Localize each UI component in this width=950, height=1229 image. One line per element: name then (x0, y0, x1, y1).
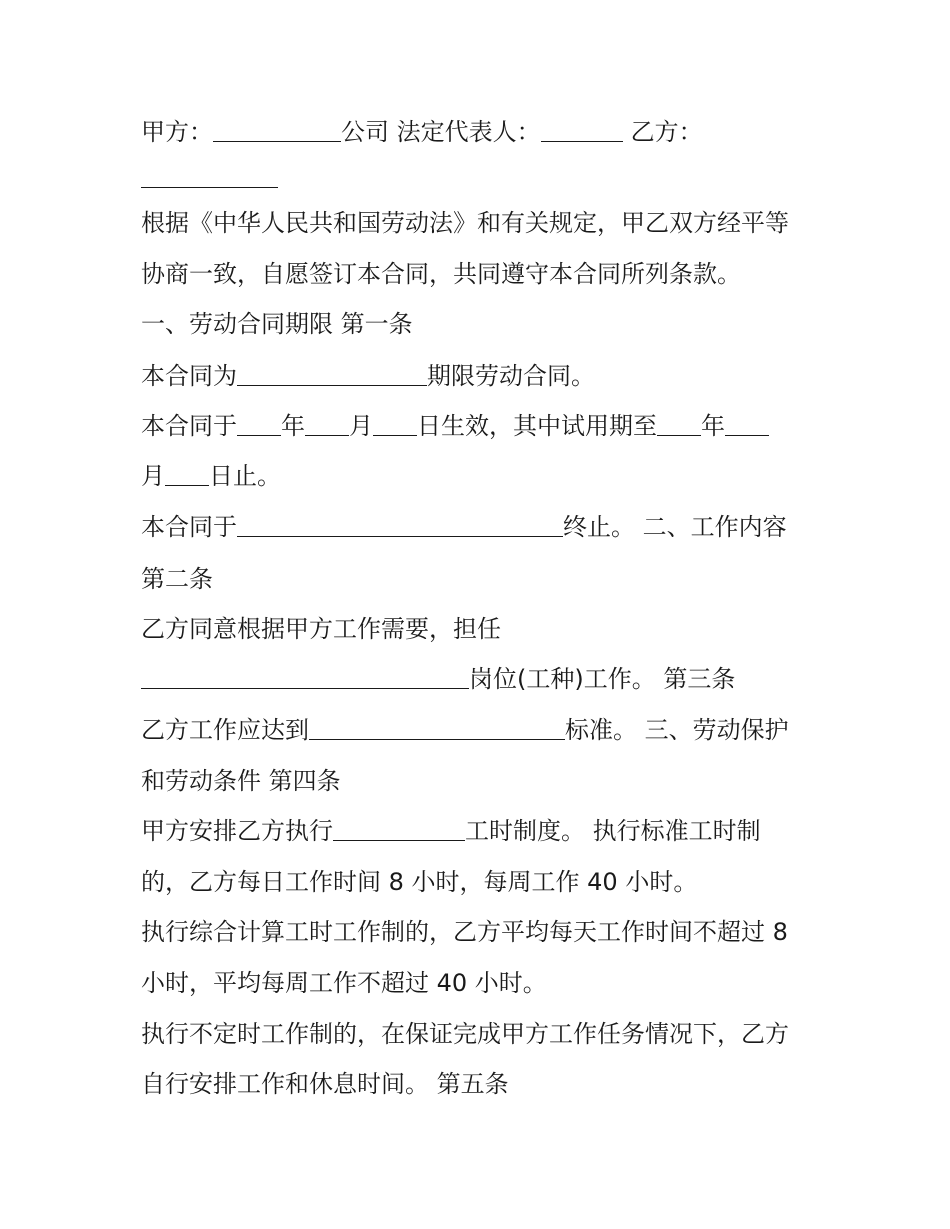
probation-end-line (141, 461, 281, 491)
comprehensive-hours-line-1: 执行综合计算工时工作制的，乙方平均每天工作时间不超过 8 (141, 918, 788, 946)
preamble-line-2: 协商一致，自愿签订本合同，共同遵守本合同所列条款。 (141, 260, 741, 288)
legal-rep-blank[interactable] (541, 119, 623, 142)
parties-line (141, 117, 703, 147)
party-b-label: 乙方： (630, 118, 703, 146)
section-3-continued: 和劳动条件 第四条 (141, 767, 341, 795)
position-suffix: 岗位(工种)工作。 第三条 (469, 665, 736, 693)
standard-prefix: 乙方工作应达到 (141, 716, 309, 744)
term-type-suffix: 期限劳动合同。 (427, 362, 595, 390)
work-hours-line (141, 816, 761, 846)
company-name-blank[interactable] (213, 119, 341, 142)
month-label: 月 (349, 412, 373, 440)
year-label: 年 (281, 412, 305, 440)
termination-suffix: 终止。 二、工作内容 (563, 513, 787, 541)
flexible-hours-line-2: 自行安排工作和休息时间。 第五条 (141, 1070, 509, 1098)
preamble-line-1: 根据《中华人民共和国劳动法》和有关规定，甲乙双方经平等 (141, 209, 789, 237)
hours-system-blank[interactable] (333, 818, 465, 841)
section-1-heading: 一、劳动合同期限 第一条 (141, 310, 413, 338)
term-type-line (141, 361, 595, 391)
hours-prefix: 甲方安排乙方执行 (141, 817, 333, 845)
flexible-hours-line-1: 执行不定时工作制的，在保证完成甲方工作任务情况下，乙方 (141, 1020, 789, 1048)
party-a-label: 甲方： (141, 118, 213, 146)
party-b-blank[interactable] (141, 165, 278, 188)
standard-blank[interactable] (309, 717, 565, 740)
standard-hours-line: 的，乙方每日工作时间 8 小时，每周工作 40 小时。 (141, 868, 698, 896)
day-end-text: 日止。 (209, 462, 281, 490)
company-suffix: 公司 法定代表人： (341, 118, 541, 146)
hours-suffix: 工时制度。 执行标准工时制 (465, 817, 761, 845)
position-blank[interactable] (141, 666, 469, 689)
termination-prefix: 本合同于 (141, 513, 237, 541)
standard-suffix: 标准。 三、劳动保护 (565, 716, 789, 744)
term-type-prefix: 本合同为 (141, 362, 237, 390)
effective-month-blank[interactable] (305, 413, 349, 436)
effective-day-blank[interactable] (373, 413, 417, 436)
probation-year-blank[interactable] (657, 413, 701, 436)
party-b-line (141, 163, 278, 193)
effective-year-blank[interactable] (237, 413, 281, 436)
effective-date-line (141, 411, 769, 441)
position-line-2 (141, 664, 735, 694)
effective-day-text: 日生效，其中试用期至 (417, 412, 657, 440)
month-label: 月 (141, 462, 165, 490)
position-line-1: 乙方同意根据甲方工作需要，担任 (141, 615, 501, 643)
standard-line (141, 715, 789, 745)
article-2: 第二条 (141, 565, 213, 593)
probation-day-blank[interactable] (165, 463, 209, 486)
probation-month-blank[interactable] (725, 413, 769, 436)
termination-line (141, 512, 787, 542)
year-label: 年 (701, 412, 725, 440)
term-type-blank[interactable] (237, 363, 427, 386)
termination-blank[interactable] (237, 514, 563, 537)
effective-prefix: 本合同于 (141, 412, 237, 440)
comprehensive-hours-line-2: 小时，平均每周工作不超过 40 小时。 (141, 969, 547, 997)
